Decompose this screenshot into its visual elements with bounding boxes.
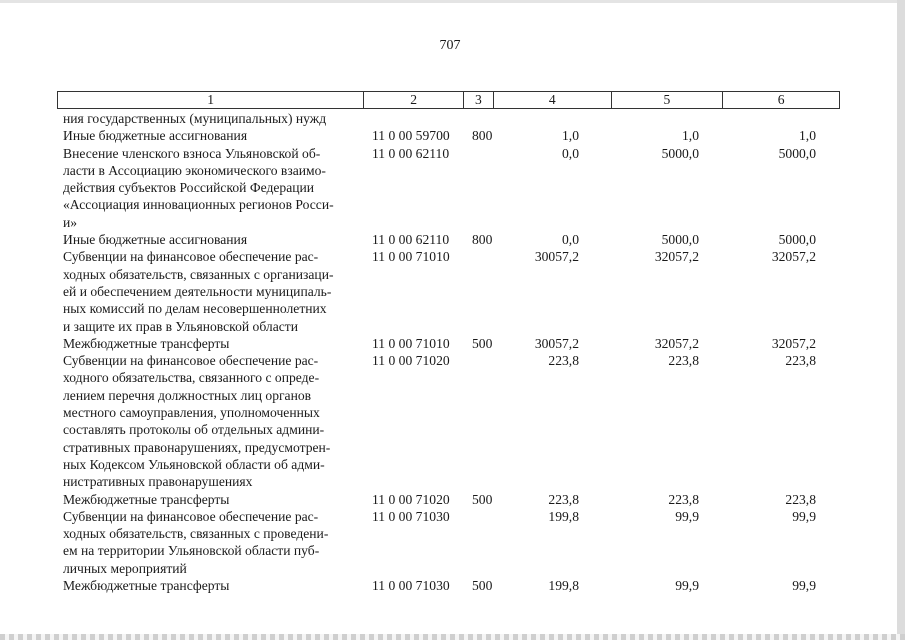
description-line: ходных обязательств, связанных с организаци- bbox=[63, 266, 334, 282]
table-row bbox=[63, 231, 843, 248]
scan-top-edge bbox=[0, 0, 905, 3]
row-value-col6: 99,9 bbox=[792, 508, 816, 524]
row-expense-type: 800 bbox=[472, 232, 493, 248]
scan-right-edge bbox=[897, 0, 905, 640]
description-line: Межбюджетные трансферты bbox=[63, 491, 230, 507]
row-expense-type: 500 bbox=[472, 578, 493, 594]
row-value-col6: 223,8 bbox=[785, 491, 816, 507]
page-number: 707 bbox=[439, 38, 461, 53]
row-value-col5: 99,9 bbox=[675, 508, 699, 524]
row-value-col4: 223,8 bbox=[548, 353, 579, 369]
table-row bbox=[63, 145, 843, 231]
row-code: 11 0 00 71010 bbox=[372, 249, 450, 265]
row-value-col6: 32057,2 bbox=[771, 249, 816, 265]
description-line: ходного обязательства, связанного с опреде- bbox=[63, 370, 320, 386]
row-value-col4: 0,0 bbox=[562, 232, 579, 248]
row-code: 11 0 00 71020 bbox=[372, 353, 450, 369]
row-description bbox=[63, 352, 367, 490]
description-line: ем на территории Ульяновской области пуб- bbox=[63, 543, 320, 559]
row-value-col5: 5000,0 bbox=[661, 232, 699, 248]
row-description bbox=[63, 491, 367, 508]
row-code: 11 0 00 62110 bbox=[372, 232, 450, 248]
description-line: Субвенции на финансовое обеспечение рас- bbox=[63, 353, 319, 369]
row-value-col5: 5000,0 bbox=[661, 145, 699, 161]
description-line: Иные бюджетные ассигнования bbox=[63, 232, 248, 248]
row-description bbox=[63, 248, 367, 334]
description-line: Субвенции на финансовое обеспечение рас- bbox=[63, 249, 319, 265]
column-header-row bbox=[57, 91, 840, 109]
row-value-col6: 223,8 bbox=[785, 353, 816, 369]
row-value-col4: 30057,2 bbox=[534, 249, 579, 265]
description-line: Иные бюджетные ассигнования bbox=[63, 128, 248, 144]
column-header-4: 4 bbox=[493, 92, 611, 108]
description-line: нистративных правонарушениях bbox=[63, 474, 253, 490]
row-value-col4: 1,0 bbox=[562, 128, 579, 144]
row-value-col5: 1,0 bbox=[682, 128, 699, 144]
row-value-col5: 223,8 bbox=[668, 353, 699, 369]
row-value-col6: 99,9 bbox=[792, 578, 816, 594]
row-code: 11 0 00 71020 bbox=[372, 491, 450, 507]
row-expense-type: 800 bbox=[472, 128, 493, 144]
table-row bbox=[63, 127, 843, 144]
row-expense-type: 500 bbox=[472, 335, 493, 351]
row-value-col4: 223,8 bbox=[548, 491, 579, 507]
row-description bbox=[63, 577, 367, 594]
row-description bbox=[63, 231, 367, 248]
row-value-col4: 0,0 bbox=[562, 145, 579, 161]
table-row bbox=[63, 491, 843, 508]
description-line: Межбюджетные трансферты bbox=[63, 578, 230, 594]
table-body bbox=[63, 110, 843, 594]
row-expense-type: 500 bbox=[472, 491, 493, 507]
row-code: 11 0 00 59700 bbox=[372, 128, 450, 144]
row-code: 11 0 00 62110 bbox=[372, 145, 450, 161]
row-value-col4: 30057,2 bbox=[534, 335, 579, 351]
description-line: и» bbox=[63, 214, 78, 230]
description-line: Внесение членского взноса Ульяновской об- bbox=[63, 145, 321, 161]
row-value-col5: 223,8 bbox=[668, 491, 699, 507]
row-code: 11 0 00 71010 bbox=[372, 335, 450, 351]
row-description bbox=[63, 127, 367, 144]
row-value-col6: 5000,0 bbox=[778, 145, 816, 161]
table-row bbox=[63, 577, 843, 594]
description-line: личных мероприятий bbox=[63, 560, 187, 576]
row-description bbox=[63, 335, 367, 352]
description-line: ласти в Ассоциацию экономического взаимо- bbox=[63, 162, 326, 178]
row-value-col6: 32057,2 bbox=[771, 335, 816, 351]
column-header-1: 1 bbox=[207, 92, 214, 107]
column-header-6: 6 bbox=[722, 92, 839, 108]
row-value-col6: 1,0 bbox=[799, 128, 816, 144]
description-line: действия субъектов Российской Федерации bbox=[63, 180, 315, 196]
description-line: «Ассоциация инновационных регионов Росси- bbox=[63, 197, 334, 213]
description-line: Межбюджетные трансферты bbox=[63, 335, 230, 351]
scan-bottom-edge bbox=[0, 634, 905, 640]
description-line: местного самоуправления, уполномоченных bbox=[63, 405, 320, 421]
row-code: 11 0 00 71030 bbox=[372, 578, 450, 594]
description-line: ных Кодексом Ульяновской области об адми- bbox=[63, 456, 325, 472]
description-line: ходных обязательств, связанных с проведени- bbox=[63, 526, 329, 542]
description-line: ния государственных (муниципальных) нужд bbox=[63, 111, 327, 126]
description-line: стративных правонарушениях, предусмотрен- bbox=[63, 439, 331, 455]
row-description bbox=[63, 110, 367, 127]
row-value-col5: 99,9 bbox=[675, 578, 699, 594]
description-line: Субвенции на финансовое обеспечение рас- bbox=[63, 508, 319, 524]
row-value-col5: 32057,2 bbox=[654, 249, 699, 265]
table-row bbox=[63, 110, 843, 127]
description-line: ей и обеспечением деятельности муниципаль- bbox=[63, 283, 332, 299]
row-description bbox=[63, 508, 367, 577]
table-row bbox=[63, 508, 843, 577]
column-header-3: 3 bbox=[463, 92, 493, 108]
description-line: лением перечня должностных лиц органов bbox=[63, 387, 312, 403]
description-line: и защите их прав в Ульяновской области bbox=[63, 318, 298, 334]
row-description bbox=[63, 145, 367, 231]
row-code: 11 0 00 71030 bbox=[372, 508, 450, 524]
table-row bbox=[63, 335, 843, 352]
row-value-col5: 32057,2 bbox=[654, 335, 699, 351]
row-value-col6: 5000,0 bbox=[778, 232, 816, 248]
row-value-col4: 199,8 bbox=[548, 508, 579, 524]
column-header-2: 2 bbox=[363, 92, 463, 108]
row-value-col4: 199,8 bbox=[548, 578, 579, 594]
table-row bbox=[63, 352, 843, 490]
table-row bbox=[63, 248, 843, 334]
description-line: составлять протоколы об отдельных админи- bbox=[63, 422, 325, 438]
description-line: ных комиссий по делам несовершеннолетних bbox=[63, 301, 327, 317]
column-header-5: 5 bbox=[611, 92, 723, 108]
